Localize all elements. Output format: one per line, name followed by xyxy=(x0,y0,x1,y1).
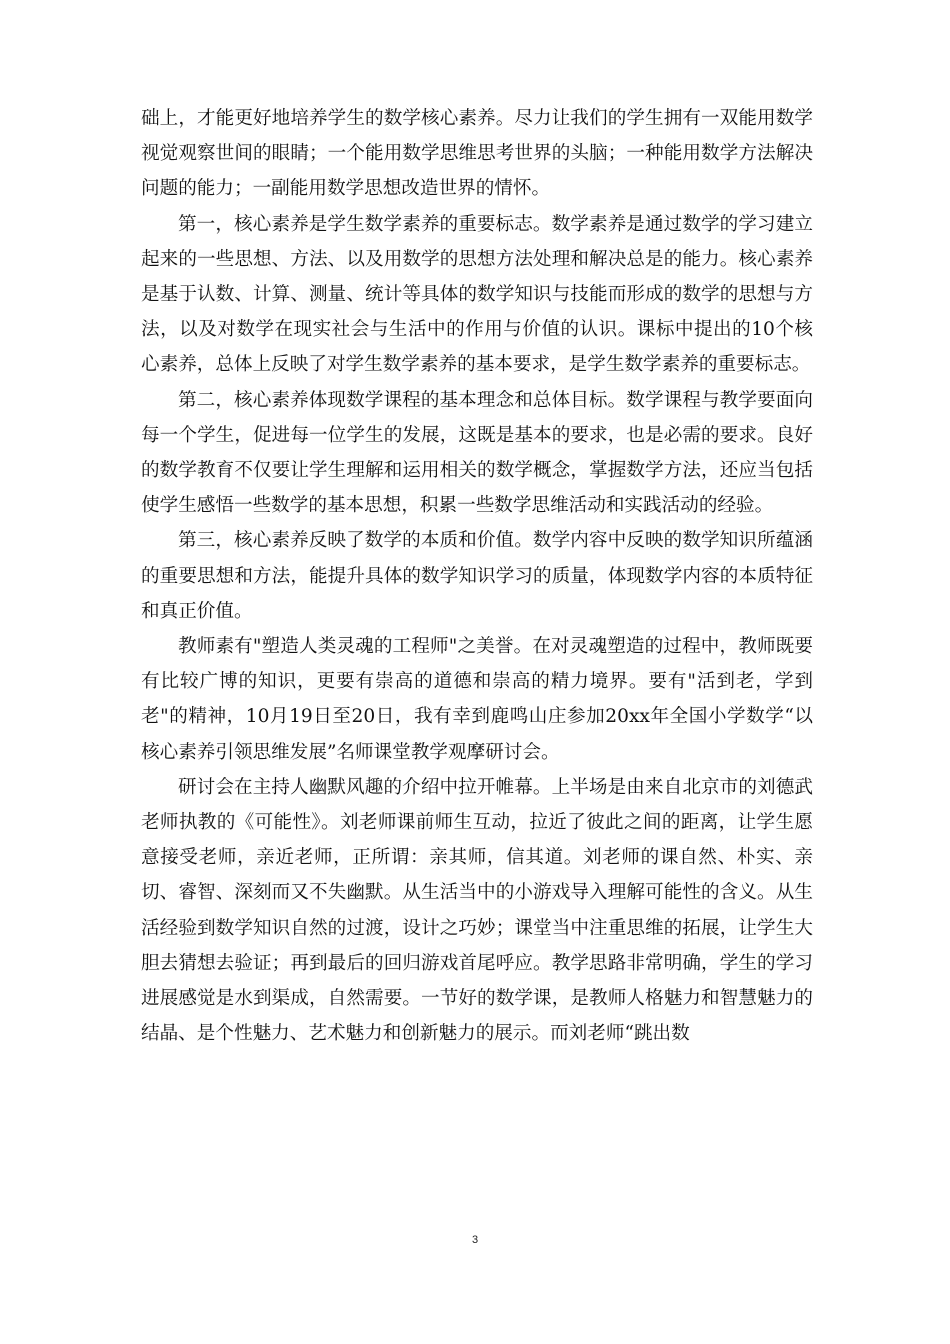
paragraph-first-point: 第一，核心素养是学生数学素养的重要标志。数学素养是通过数学的学习建立起来的一些思想、方法、以及用数学的思想方法处理和解决总是的能力。核心素养是基于认数、计算、测量、统计等具体的数学知识与技能而形成的数学的思想与方法，以及对数学在现实社会与生活中的作用与价值的认识。课标中提出的10个核心素养，总体上反映了对学生数学素养的基本要求，是学生数学素养的重要标志。 xyxy=(141,213,813,376)
page-number: 3 xyxy=(471,1234,479,1246)
body-text xyxy=(141,101,813,1051)
paragraph-continuation: 础上，才能更好地培养学生的数学核心素养。尽力让我们的学生拥有一双能用数学视觉观察世间的眼睛；一个能用数学思维思考世界的头脑；一种能用数学方法解决问题的能力；一副能用数学思想改造世界的情怀。 xyxy=(141,108,813,200)
paragraph-third-point: 第三，核心素养反映了数学的本质和价值。数学内容中反映的数学知识所蕴涵的重要思想和方法，能提升具体的数学知识学习的质量，体现数学内容的本质特征和真正价值。 xyxy=(141,530,813,622)
paragraph-teacher-honor: 教师素有"塑造人类灵魂的工程师"之美誉。在对灵魂塑造的过程中，教师既要有比较广博的知识，更要有崇高的道德和崇高的精力境界。要有"活到老，学到老"的精神，10月19日至20日，我有幸到鹿鸣山庄参加20xx年全国小学数学“以核心素养引领思维发展”名师课堂教学观摩研讨会。 xyxy=(141,636,813,763)
paragraph-second-point: 第二，核心素养体现数学课程的基本理念和总体目标。数学课程与教学要面向每一个学生，促进每一位学生的发展，这既是基本的要求，也是必需的要求。良好的数学教育不仅要让学生理解和运用相关的数学概念，掌握数学方法，还应当包括使学生感悟一些数学的基本思想，积累一些数学思维活动和实践活动的经验。 xyxy=(141,389,813,517)
paragraph-seminar: 研讨会在主持人幽默风趣的介绍中拉开帷幕。上半场是由来自北京市的刘德武老师执教的《可能性》。刘老师课前师生互动，拉近了彼此之间的距离，让学生愿意接受老师，亲近老师，正所谓：亲其师，信其道。刘老师的课自然、朴实、亲切、睿智、深刻而又不失幽默。从生活当中的小游戏导入理解可能性的含义。从生活经验到数学知识自然的过渡，设计之巧妙；课堂当中注重思维的拓展，让学生大胆去猜想去验证；再到最后的回归游戏首尾呼应。教学思路非常明确，学生的学习进展感觉是水到渠成，自然需要。一节好的数学课，是教师人格魅力和智慧魅力的结晶、是个性魅力、艺术魅力和创新魅力的展示。而刘老师“跳出数 xyxy=(141,776,813,1045)
